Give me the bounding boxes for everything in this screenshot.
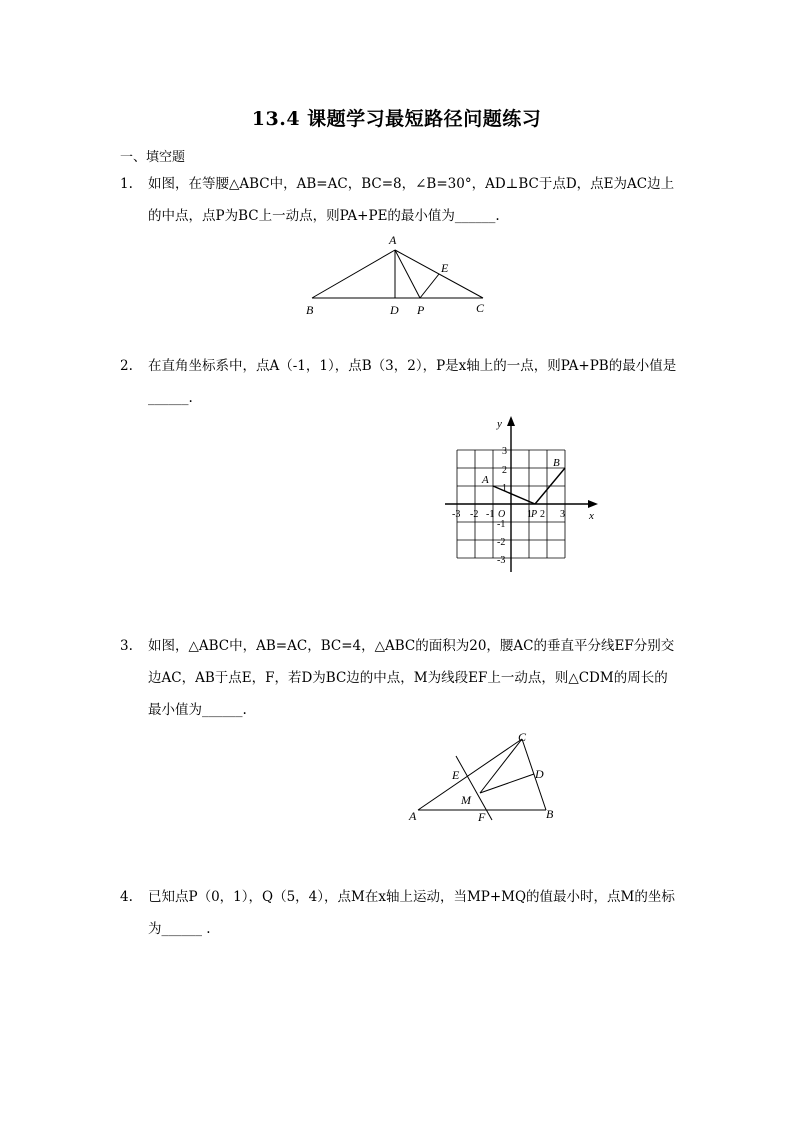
page-title: 13.4 课题学习最短路径问题练习 bbox=[251, 108, 542, 130]
label-b: B bbox=[546, 807, 554, 821]
label-e: E bbox=[452, 768, 460, 782]
y-tick: -1 bbox=[497, 519, 506, 530]
x-tick: 2 bbox=[540, 509, 545, 520]
label-a: A bbox=[409, 809, 417, 823]
point-p-label: P bbox=[531, 509, 538, 520]
x-axis-label: x bbox=[589, 510, 594, 522]
label-d: D bbox=[535, 767, 544, 781]
y-tick: 1 bbox=[502, 483, 507, 494]
question-3 bbox=[120, 630, 680, 726]
question-1 bbox=[120, 168, 680, 232]
question-4 bbox=[120, 881, 680, 945]
y-tick: -2 bbox=[497, 537, 506, 548]
x-tick: 3 bbox=[560, 509, 565, 520]
x-tick: -2 bbox=[470, 509, 479, 520]
question-text: 已知点P（0，1），Q（5，4），点M在x轴上运动，当MP+MQ的值最小时，点M的坐标为______ . bbox=[148, 889, 675, 937]
point-a-label: A bbox=[482, 474, 489, 486]
question-number: 3. bbox=[120, 638, 133, 654]
question-number: 2. bbox=[120, 358, 133, 374]
question-text: 在直角坐标系中，点A（-1，1），点B（3，2），P是x轴上的一点，则PA+PB的最小值是______. bbox=[148, 358, 677, 406]
figure-coordinate-grid bbox=[440, 414, 610, 579]
y-tick: 3 bbox=[502, 446, 507, 457]
label-a: A bbox=[389, 233, 397, 247]
origin-label: O bbox=[498, 509, 506, 520]
y-tick: -3 bbox=[497, 555, 506, 566]
label-e: E bbox=[441, 261, 449, 275]
section-heading: 一、填空题 bbox=[120, 150, 186, 165]
question-number: 1. bbox=[120, 176, 133, 192]
figure-triangle-abc bbox=[300, 228, 500, 320]
question-number: 4. bbox=[120, 889, 133, 905]
label-p: P bbox=[417, 303, 425, 317]
label-c: C bbox=[518, 730, 527, 744]
label-c: C bbox=[476, 301, 485, 315]
figure-triangle-cdm bbox=[400, 728, 570, 828]
y-tick: 2 bbox=[502, 465, 507, 476]
x-tick: 1 bbox=[527, 509, 532, 520]
point-b-label: B bbox=[553, 457, 560, 469]
question-text: 如图，△ABC中，AB=AC，BC=4，△ABC的面积为20，腰AC的垂直平分线EF分别交边AC，AB于点E，F，若D为BC边的中点，M为线段EF上一动点，则△CDM的周长的最小值为______. bbox=[148, 638, 675, 718]
label-d: D bbox=[390, 303, 399, 317]
x-tick: -1 bbox=[486, 509, 495, 520]
question-2 bbox=[120, 350, 680, 414]
question-text: 如图，在等腰△ABC中，AB=AC，BC=8，∠B=30°，AD⊥BC于点D，点E为AC边上的中点，点P为BC上一动点，则PA+PE的最小值为______. bbox=[148, 176, 675, 224]
y-axis-label: y bbox=[497, 418, 502, 430]
label-b: B bbox=[306, 303, 314, 317]
x-tick: -3 bbox=[452, 509, 461, 520]
label-f: F bbox=[478, 810, 486, 824]
label-m: M bbox=[461, 793, 471, 807]
